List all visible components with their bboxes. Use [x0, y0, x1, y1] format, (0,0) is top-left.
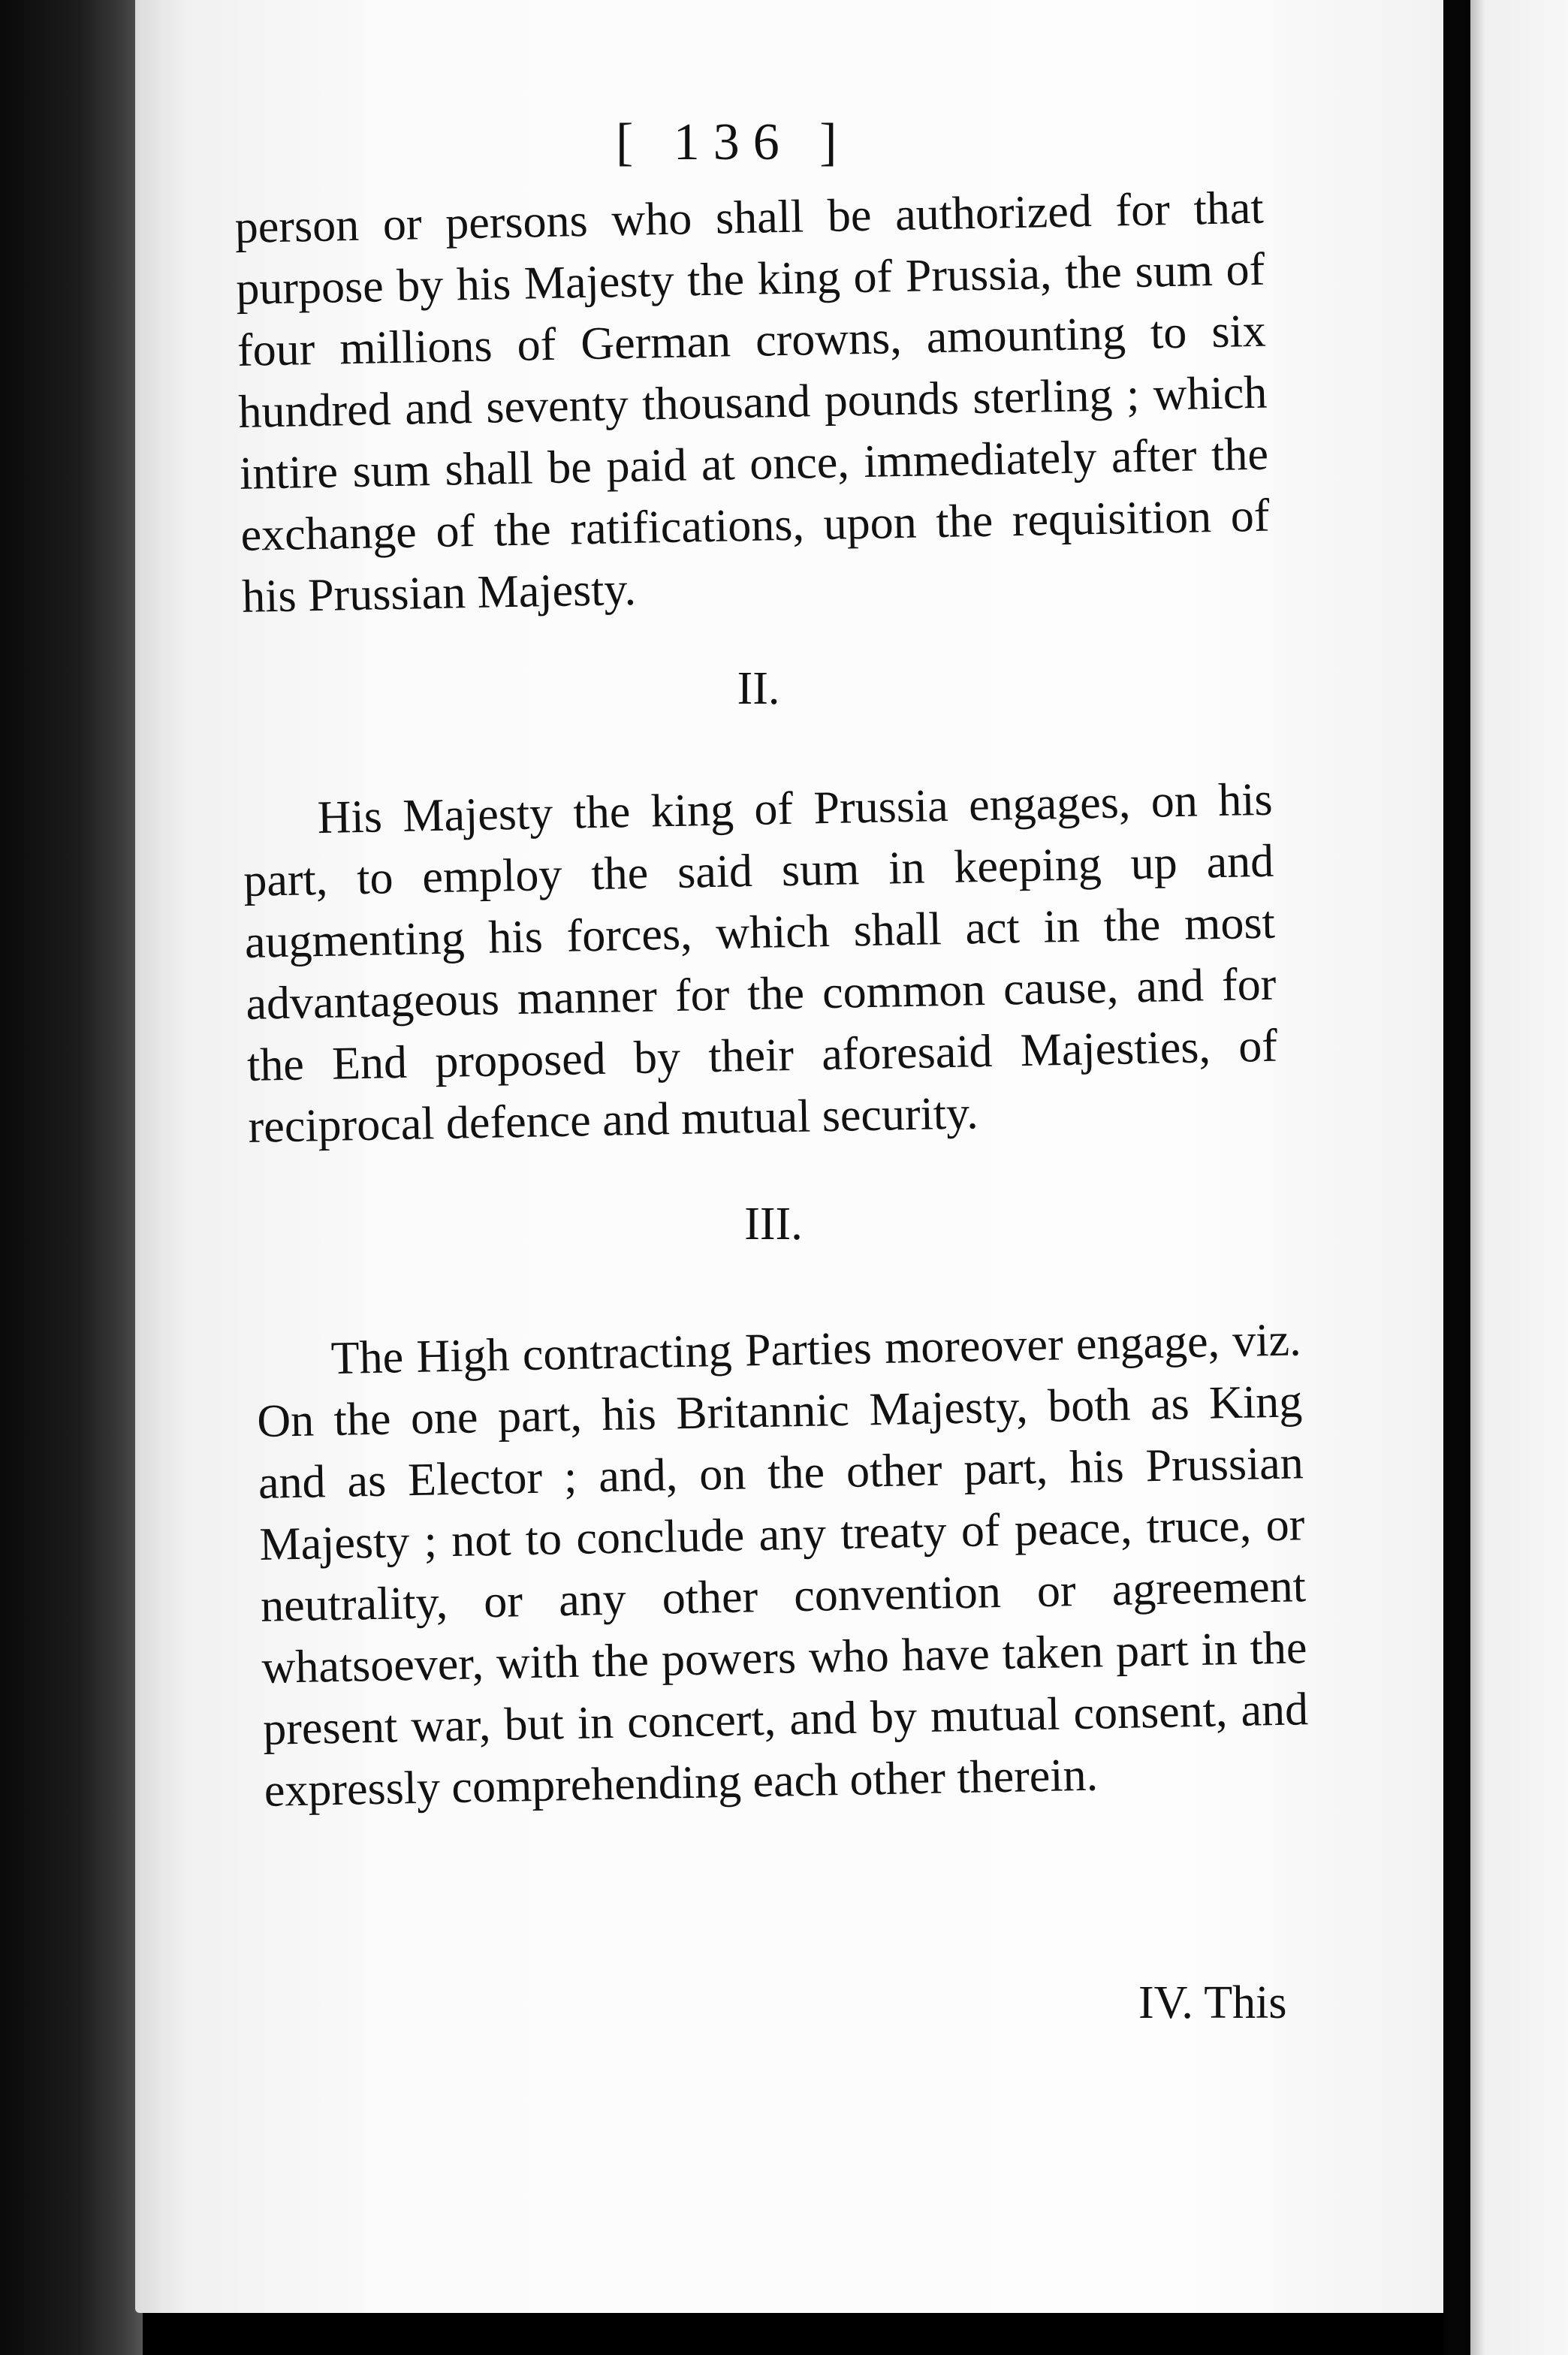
article-heading-ii: II. [737, 663, 780, 714]
article-ii-paragraph [242, 769, 1279, 1158]
book-spine [0, 0, 143, 2355]
continuation-paragraph [234, 177, 1271, 628]
catchword: IV. This [1138, 1977, 1287, 2028]
paragraph-text: person or persons who shall be authorized for that purpose by his Majesty the king of Prussia, the sum of four millions of German crowns, amounting to six hundred and seventy thousand pounds sterling ; which intire sum shall be paid at once, immediately after the exchange of the ratifications, upon the requisition of his Prussian Majesty. [234, 182, 1271, 623]
facing-page-edge [1470, 0, 1568, 2355]
article-iii-paragraph [255, 1309, 1310, 1822]
paragraph-text: His Majesty the king of Prussia engages, on his part, to employ the said sum in keeping up and augmenting his forces, which shall act in the most advantageous manner for the common cause, and for the End proposed by their aforesaid Majesties, of reciprocal defence and mutual security. [243, 773, 1278, 1153]
page-number: [ 136 ] [616, 113, 851, 171]
article-heading-iii: III. [744, 1199, 803, 1250]
paragraph-text: The High contracting Parties moreover engage, viz. On the one part, his Britannic Majesty, both as King and as Elector ; and, on the other part, his Prussian Majesty ; not to conclude any treaty of peace, truce, or neutrality, or any other convention or agreement whatsoever, with the powers who have taken part in the present war, but in concert, and by mutual consent, and expressly comprehending each other therein. [256, 1314, 1309, 1817]
page-gap [1443, 0, 1470, 2355]
